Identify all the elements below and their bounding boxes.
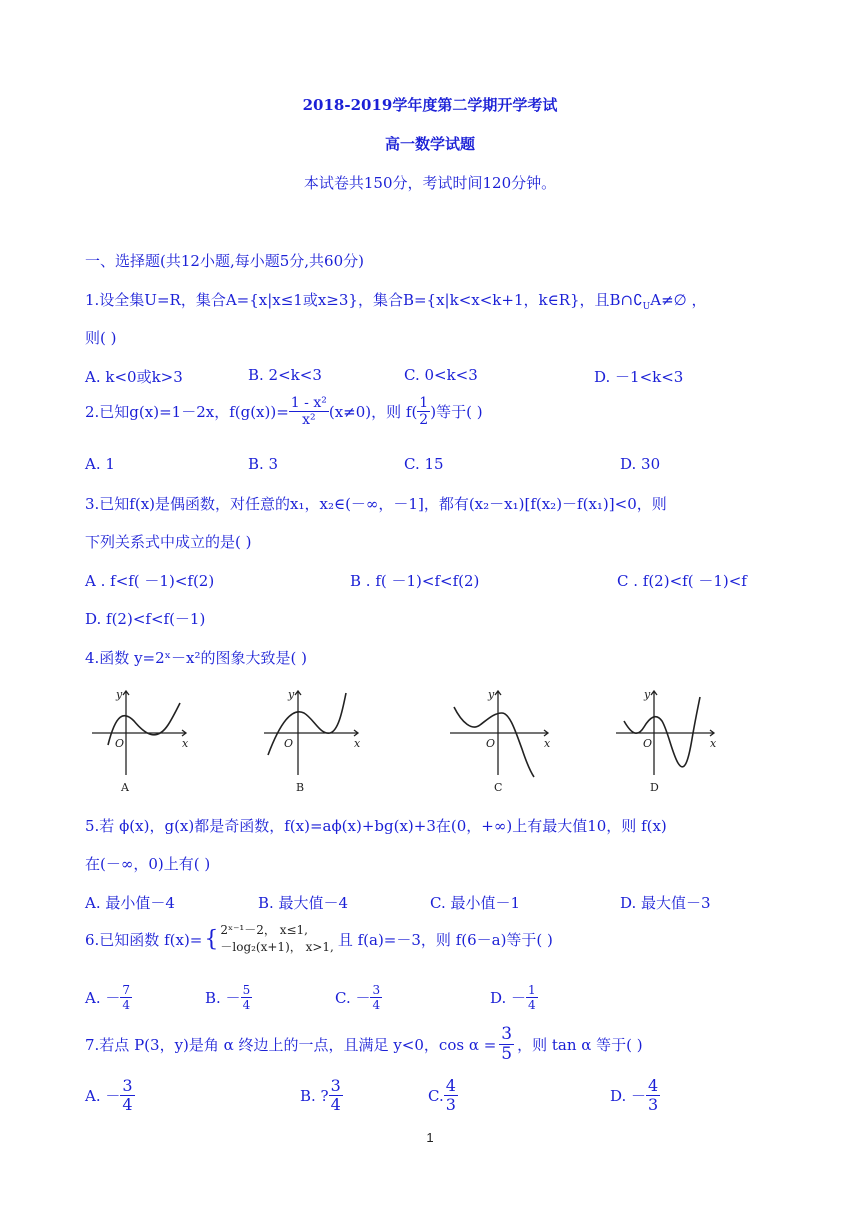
q5-option-a: A. 最小值－4 xyxy=(85,894,175,912)
q4-graph-c-x-label: x xyxy=(544,737,551,750)
q3-line1: 3.已知f(x)是偶函数，对任意的x₁，x₂∈(－∞，－1]，都有(x₂－x₁)[f(x₂)－f(x₁)]<0，则 xyxy=(85,495,667,513)
q6-option-b: B. － $\frac{5}{4}$ xyxy=(205,983,251,1012)
q2-option-a: A. 1 xyxy=(85,455,115,473)
q5-option-b: B. 最大值－4 xyxy=(258,894,349,912)
q4-graph-d-y-label: y xyxy=(644,688,651,701)
q1-line2: 则( ) xyxy=(85,329,117,347)
q4-graph-b-origin: O xyxy=(284,737,294,750)
q4-graph-a-origin: O xyxy=(115,737,125,750)
q1-option-a: A. k<0或k>3 xyxy=(85,368,183,386)
q2-line1: 2.已知g(x)=1－2x，f(g(x))= $\frac{\text{1 - x²}}{\text{x²}}$ (x≠0)，则 f( $\frac{1}{2}$ )等于( ) xyxy=(85,395,483,428)
q7-option-d: D. － $\frac{4}{3}$ xyxy=(610,1076,659,1114)
q4-graph-b-label: B xyxy=(296,781,305,794)
q2-option-c: C. 15 xyxy=(404,455,444,473)
q4-graph-a-y-label: y xyxy=(116,688,123,701)
q3-option-c: C . f(2)<f( －1)<f xyxy=(617,572,747,590)
q4-graph-a-x-label: x xyxy=(182,737,189,750)
q4-graph-a-label: A xyxy=(121,781,129,794)
q6-line1: 6.已知函数 f(x)= { 2ˣ⁻¹－2， x≤1, －log₂(x+1)， x>1, 且 f(a)=－3，则 f(6－a)等于( ) xyxy=(85,922,553,957)
q5-line1: 5.若 ϕ(x)，g(x)都是奇函数，f(x)=aϕ(x)+bg(x)+3在(0，+∞)上有最大值10，则 f(x) xyxy=(85,817,667,835)
q4-graph-c-origin: O xyxy=(486,737,496,750)
q4-graph-d-label: D xyxy=(650,781,659,794)
q5-option-c: C. 最小值－1 xyxy=(430,894,521,912)
q2-half-fraction: $\frac{1}{2}$ xyxy=(419,395,429,428)
q1-option-d: D. －1<k<3 xyxy=(594,368,684,386)
q4-graph-a xyxy=(86,683,196,795)
section-heading: 一、选择题(共12小题,每小题5分,共60分) xyxy=(85,252,364,270)
q4-graph-b-x-label: x xyxy=(354,737,361,750)
q4-graph-c-y-label: y xyxy=(488,688,495,701)
exam-subtitle: 高一数学试题 xyxy=(384,135,475,153)
q5-line2: 在(－∞，0)上有( ) xyxy=(85,855,211,873)
q4-graph-b xyxy=(258,683,368,795)
q1-option-b: B. 2<k<3 xyxy=(248,366,322,384)
q6-brace: { xyxy=(204,926,219,952)
q4-graph-d xyxy=(614,683,724,795)
q6-option-c: C. － $\frac{3}{4}$ xyxy=(335,983,381,1012)
exam-title: 2018-2019学年度第二学期开学考试 xyxy=(302,96,558,114)
q4-line1: 4.函数 y=2ˣ－x²的图象大致是( ) xyxy=(85,649,307,667)
q2-fraction: $\frac{\text{1 - x²}}{\text{x²}}$ xyxy=(290,395,327,428)
q6-piecewise: 2ˣ⁻¹－2， x≤1, －log₂(x+1)， x>1, xyxy=(220,923,334,955)
q4-graph-c-label: C xyxy=(494,781,503,794)
q3-line2: 下列关系式中成立的是( ) xyxy=(85,533,252,551)
q2-option-b: B. 3 xyxy=(248,455,279,473)
q6-option-a: A. － $\frac{7}{4}$ xyxy=(85,983,131,1012)
q6-option-d: D. － $\frac{1}{4}$ xyxy=(490,983,536,1012)
q4-graph-d-origin: O xyxy=(643,737,653,750)
q7-option-c: C. $\frac{4}{3}$ xyxy=(428,1076,456,1114)
q1-line1: 1.设全集U=R，集合A={x|x≤1或x≥3}，集合B={x|k<x<k+1，k∈R}，且$B\cap∁_UA\ne\emptyset$ ， xyxy=(85,291,707,312)
q7-option-a: A. － $\frac{3}{4}$ xyxy=(85,1076,133,1114)
q3-option-d: D. f(2)<f<f(－1) xyxy=(85,610,206,628)
q4-graph-c xyxy=(448,683,558,795)
exam-info: 本试卷共150分，考试时间120分钟。 xyxy=(303,174,557,192)
q3-option-b: B . f( －1)<f<f(2) xyxy=(350,572,480,590)
q3-option-a: A . f<f( －1)<f(2) xyxy=(85,572,215,590)
q2-option-d: D. 30 xyxy=(620,455,661,473)
q4-graph-b-y-label: y xyxy=(288,688,295,701)
q7-option-b: B. ? $\frac{3}{4}$ xyxy=(300,1076,341,1114)
page-number: 1 xyxy=(426,1130,434,1145)
q1-option-c: C. 0<k<3 xyxy=(404,366,478,384)
q7-line1: 7.若点 P(3，y)是角 α 终边上的一点，且满足 y<0，cos α = $\frac{3}{5}$ ，则 tan α 等于( ) xyxy=(85,1024,643,1064)
q4-graph-d-x-label: x xyxy=(710,737,717,750)
q5-option-d: D. 最大值－3 xyxy=(620,894,711,912)
